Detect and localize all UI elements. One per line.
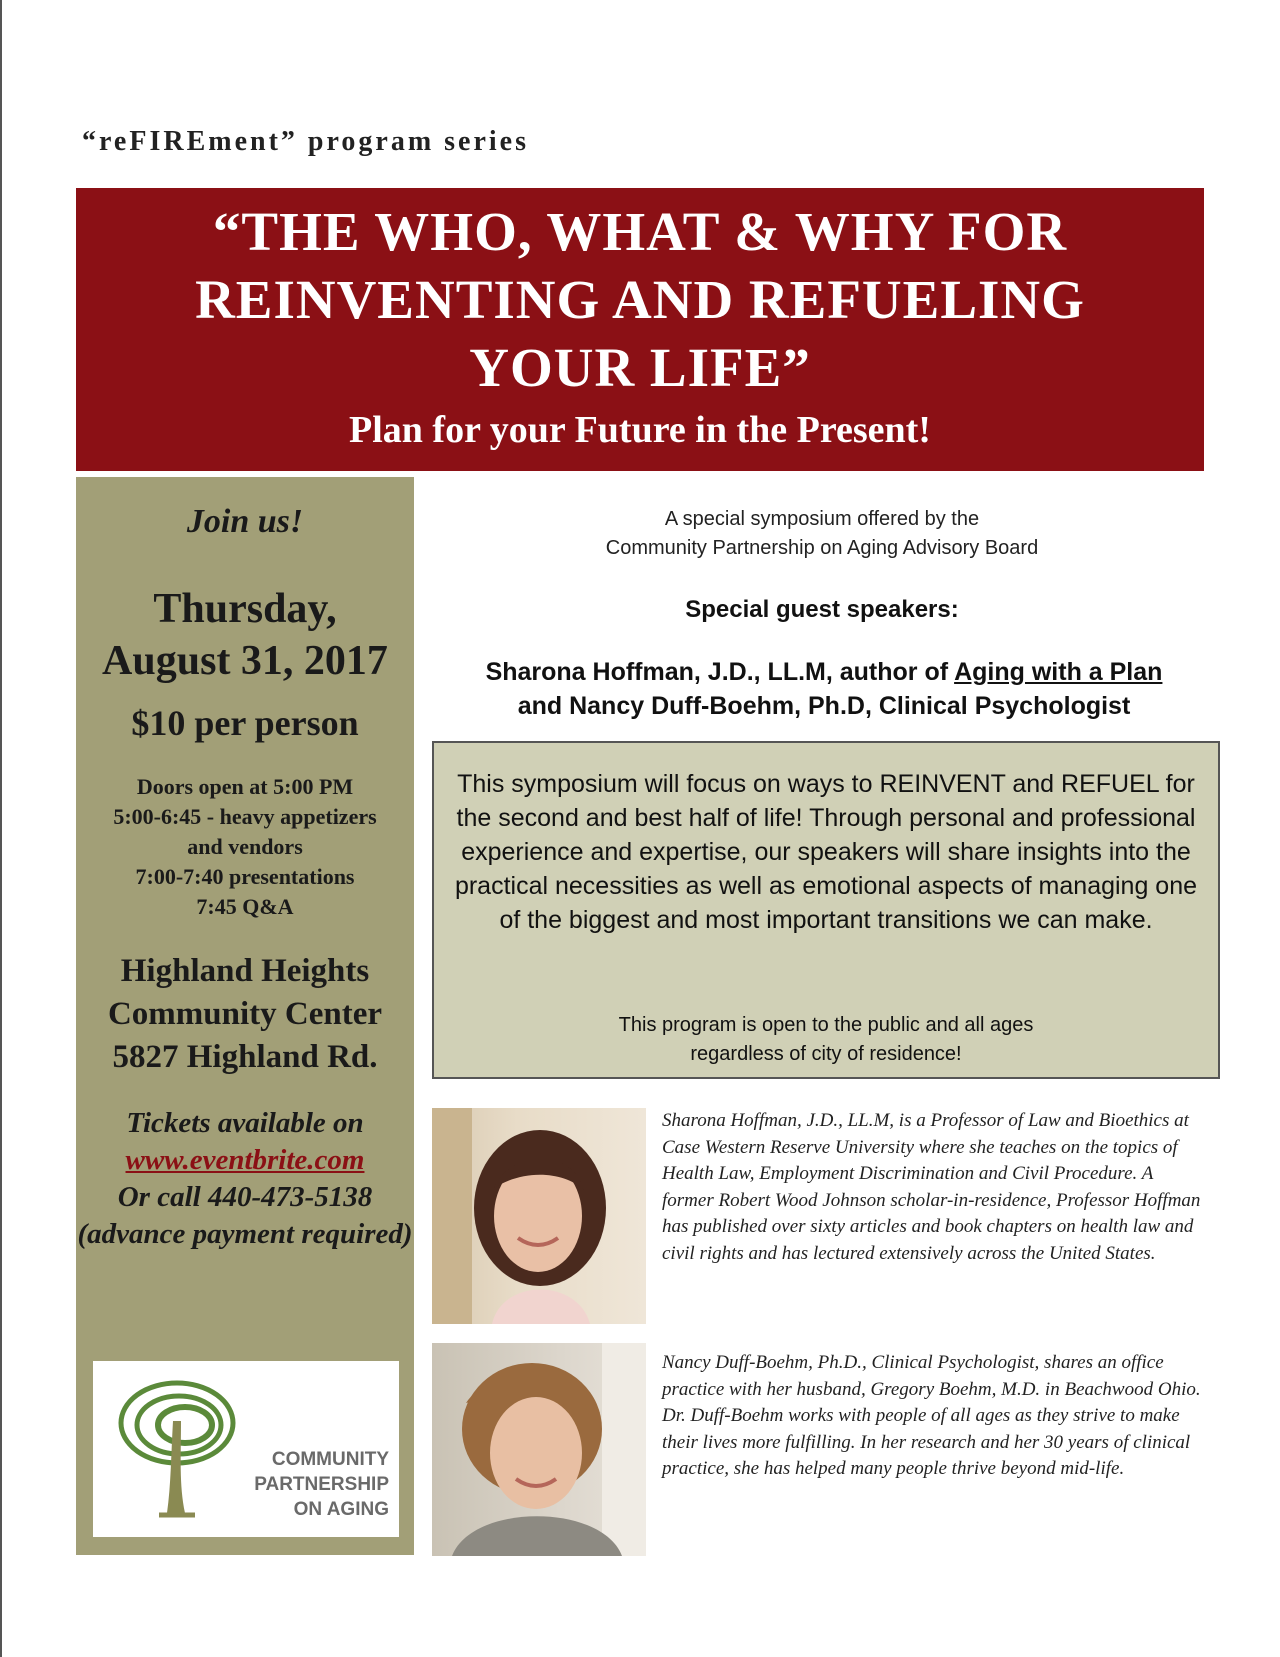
intro-line: Community Partnership on Aging Advisory Board	[605, 537, 1039, 559]
venue-line: Highland Heights	[120, 953, 370, 989]
cpa-logo	[93, 1361, 399, 1537]
speakers-heading: Special guest speakers:	[685, 596, 959, 623]
event-title: “THE WHO, WHAT & WHY FOR REINVENTING AND REFUELING YOUR LIFE”	[195, 201, 1085, 398]
public-notice	[454, 1011, 1198, 1069]
hoffman-bio: Sharona Hoffman, J.D., LL.M, is a Professor of Law and Bioethics at Case Western Reserve University where she teaches on the topics of Health Law, Employment Discrimination and Civil Procedure. A former Robert Wood Johnson scholar-in-residence, Professor Hoffman has published over sixty articles and book chapters on health law and civil rights and has lectured extensively across the United States.	[662, 1110, 1201, 1264]
schedule-line: 5:00-6:45 - heavy appetizers	[113, 804, 377, 829]
speaker-duff-boehm: and Nancy Duff-Boehm, Ph.D, Clinical Psychologist	[517, 692, 1131, 720]
title-banner	[76, 188, 1204, 471]
schedule-line: 7:00-7:40 presentations	[135, 864, 355, 889]
speaker-hoffman	[424, 655, 1224, 689]
event-date: Thursday, August 31, 2017	[102, 586, 388, 684]
symposium-info-box	[432, 741, 1220, 1079]
event-subtitle: Plan for your Future in the Present!	[349, 409, 931, 451]
tickets-note: (advance payment required)	[77, 1218, 413, 1250]
tickets-intro: Tickets available on	[126, 1107, 364, 1139]
schedule-line: Doors open at 5:00 PM	[136, 774, 354, 799]
hoffman-photo	[432, 1108, 646, 1324]
speaker-hoffman-name: Sharona Hoffman, J.D., LL.M, author of	[485, 658, 955, 686]
logo-line: COMMUNITY	[271, 1449, 389, 1470]
symposium-focus: This symposium will focus on ways to REINVENT and REFUEL for the second and best half of life! Through personal and professional experience and expertise, our speakers will share insights into the practical necessities as well as emotional aspects of managing one of the biggest and most important transitions we can make.	[454, 770, 1198, 934]
ticket-info	[76, 1105, 414, 1253]
event-schedule	[76, 772, 414, 922]
duff-boehm-bio: Nancy Duff-Boehm, Ph.D., Clinical Psychologist, shares an office practice with her husband, Gregory Boehm, M.D. in Beachwood Ohio. Dr. Duff-Boehm works with people of all ages as they strive to make their lives more fulfilling. In her research and her 30 years of clinical practice, she has helped many people thrive beyond mid-life.	[662, 1352, 1201, 1479]
event-venue	[76, 950, 414, 1079]
schedule-line: and vendors	[187, 834, 303, 859]
event-details-sidebar	[76, 477, 414, 1555]
schedule-line: 7:45 Q&A	[196, 894, 294, 919]
notice-line: regardless of city of residence!	[690, 1043, 962, 1065]
eventbrite-link[interactable]: www.eventbrite.com	[125, 1144, 365, 1176]
event-price: $10 per person	[131, 703, 359, 743]
notice-line: This program is open to the public and all ages	[618, 1014, 1034, 1036]
speakers-list	[424, 655, 1224, 723]
symposium-intro	[432, 505, 1212, 563]
duff-boehm-photo	[432, 1343, 646, 1556]
logo-line: ON AGING	[293, 1499, 389, 1520]
tickets-phone: Or call 440-473-5138	[117, 1181, 373, 1213]
program-series-label: “reFIREment” program series	[82, 126, 529, 157]
venue-line: 5827 Highland Rd.	[112, 1039, 378, 1075]
book-title: Aging with a Plan	[954, 658, 1163, 686]
intro-line: A special symposium offered by the	[664, 508, 980, 530]
logo-line: PARTNERSHIP	[254, 1474, 389, 1495]
tree-spiral-icon	[115, 1375, 255, 1525]
page-border	[0, 0, 2, 1657]
join-us-heading: Join us!	[186, 503, 304, 540]
venue-line: Community Center	[107, 996, 383, 1032]
cpa-logo-text	[245, 1447, 389, 1522]
